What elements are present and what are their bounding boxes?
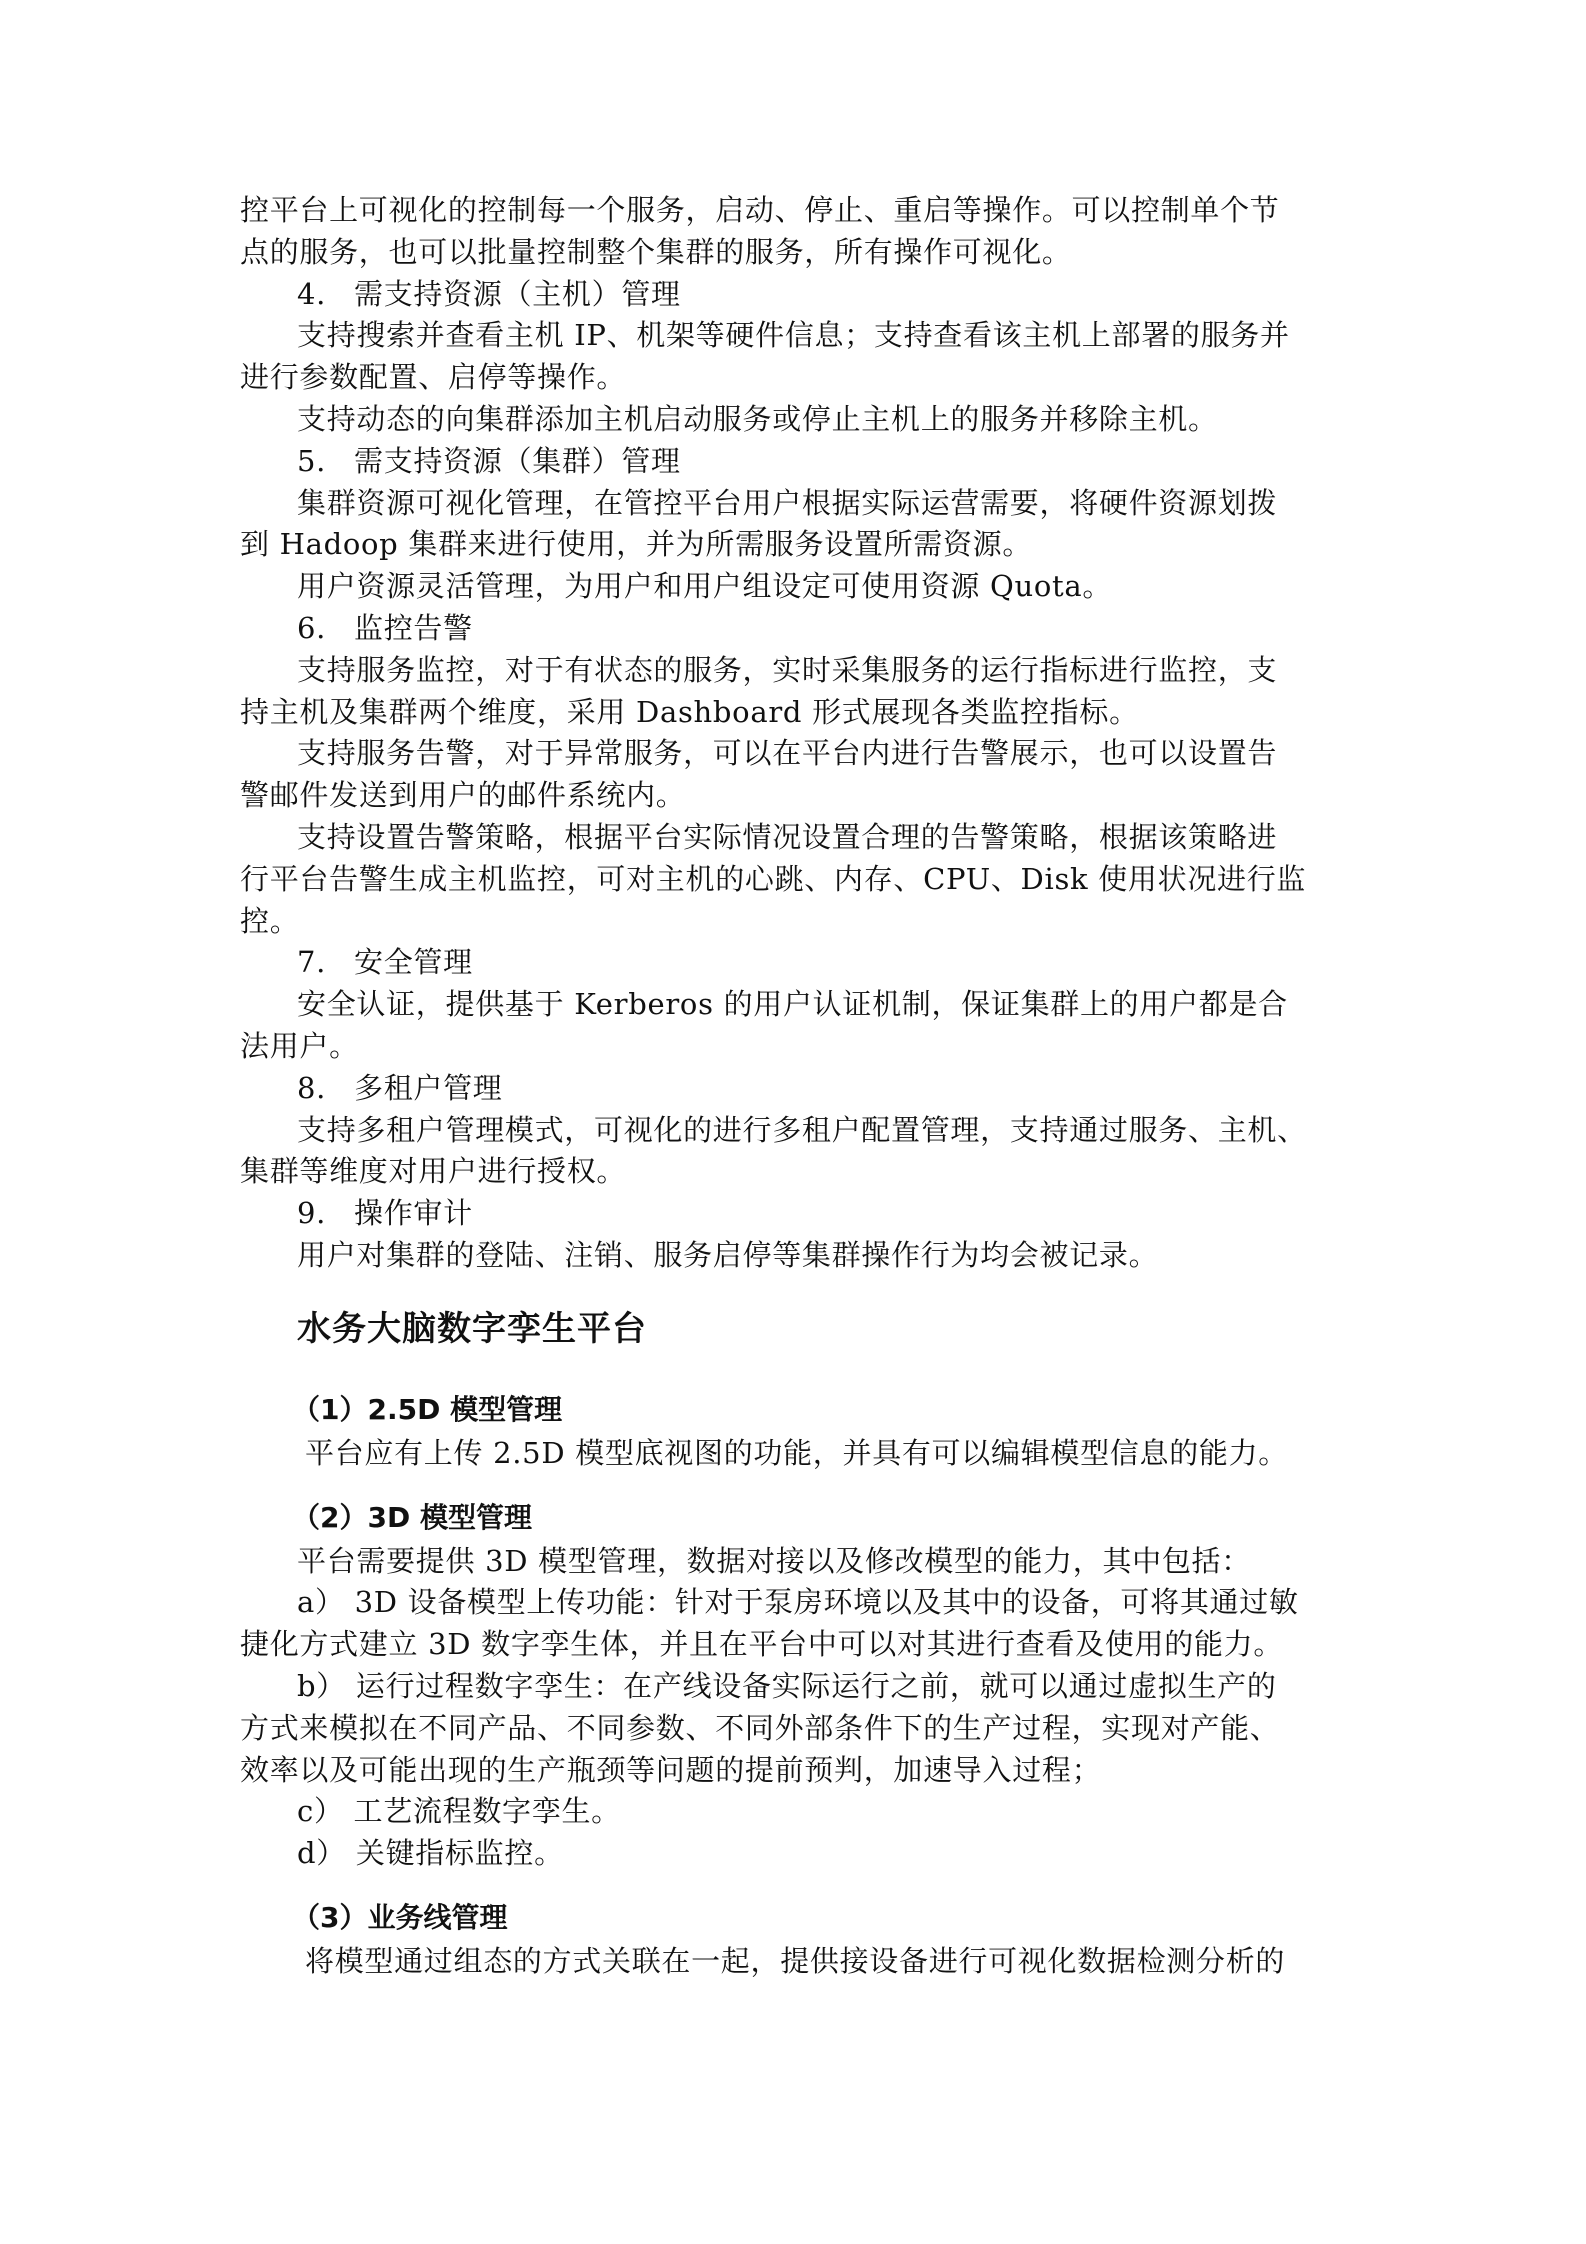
list-title: 监控告警 [354,610,473,645]
section-heading: 水务大脑数字孪生平台 [297,1308,647,1349]
subsection-heading: （1）2.5D 模型管理 [292,1392,563,1426]
list-item-heading [240,942,1355,984]
list-item-line: b） 运行过程数字孪生：在产线设备实际运行之前，就可以通过虚拟生产的 [297,1668,1277,1703]
paragraph-line: 平台应有上传 2.5D 模型底视图的功能，并具有可以编辑模型信息的能力。 [305,1435,1289,1470]
list-number: 6. [297,610,327,645]
paragraph-line: 控平台上可视化的控制每一个服务，启动、停止、重启等操作。可以控制单个节 [240,193,1280,227]
list-item-heading [240,274,1355,316]
paragraph-line: 集群资源可视化管理，在管控平台用户根据实际运营需要，将硬件资源划拨 [297,485,1278,520]
paragraph-line: 法用户。 [240,1028,359,1063]
list-title: 操作审计 [354,1196,473,1231]
paragraph-line: 捷化方式建立 3D 数字孪生体，并且在平台中可以对其进行查看及使用的能力。 [240,1627,1284,1662]
list-title: 多租户管理 [354,1070,503,1105]
subsection-heading: （2）3D 模型管理 [292,1500,532,1534]
list-item-heading [240,441,1355,483]
paragraph-line: 支持搜索并查看主机 IP、机架等硬件信息；支持查看该主机上部署的服务并 [297,318,1290,353]
paragraph-line: 方式来模拟在不同产品、不同参数、不同外部条件下的生产过程，实现对产能、 [240,1710,1280,1745]
list-item-heading [240,1193,1355,1235]
paragraph-line: 进行参数配置、启停等操作。 [240,360,627,395]
paragraph-line: 点的服务，也可以批量控制整个集群的服务，所有操作可视化。 [240,234,1072,269]
list-number: 4. [297,276,327,311]
paragraph-line: 持主机及集群两个维度，采用 Dashboard 形式展现各类监控指标。 [240,694,1139,729]
paragraph-line: 行平台告警生成主机监控，可对主机的心跳、内存、CPU、Disk 使用状况进行监 [240,861,1307,896]
paragraph-line: 集群等维度对用户进行授权。 [240,1154,627,1189]
list-title: 安全管理 [354,945,473,980]
list-title: 需支持资源（集群）管理 [354,443,681,478]
paragraph-line: 支持设置告警策略，根据平台实际情况设置合理的告警策略，根据该策略进 [297,819,1278,854]
list-item-line: a） 3D 设备模型上传功能：针对于泵房环境以及其中的设备，可将其通过敏 [297,1585,1299,1620]
paragraph-line: 用户资源灵活管理，为用户和用户组设定可使用资源 Quota。 [297,569,1113,604]
list-item-line: c） 工艺流程数字孪生。 [297,1794,621,1829]
document-body [240,190,1355,1983]
paragraph-line: 支持服务告警，对于异常服务，可以在平台内进行告警展示，也可以设置告 [297,736,1278,771]
list-title: 需支持资源（主机）管理 [354,276,681,311]
paragraph-line: 支持服务监控，对于有状态的服务，实时采集服务的运行指标进行监控，支 [297,652,1278,687]
list-number: 5. [297,443,327,478]
subsection-heading: （3）业务线管理 [292,1900,508,1934]
paragraph-line: 警邮件发送到用户的邮件系统内。 [240,778,686,813]
list-item-heading [240,1068,1355,1110]
paragraph-line: 安全认证，提供基于 Kerberos 的用户认证机制，保证集群上的用户都是合 [297,987,1288,1022]
paragraph-line: 到 Hadoop 集群来进行使用，并为所需服务设置所需资源。 [240,527,1033,562]
list-item-heading [240,608,1355,650]
paragraph-line: 平台需要提供 3D 模型管理，数据对接以及修改模型的能力，其中包括： [297,1543,1251,1578]
paragraph-line: 支持动态的向集群添加主机启动服务或停止主机上的服务并移除主机。 [297,401,1218,436]
list-number: 9. [297,1196,327,1231]
list-number: 7. [297,945,327,980]
list-item-line: d） 关键指标监控。 [297,1836,564,1871]
paragraph-line: 将模型通过组态的方式关联在一起，提供接设备进行可视化数据检测分析的 [305,1943,1286,1978]
paragraph-line: 支持多租户管理模式，可视化的进行多租户配置管理，支持通过服务、主机、 [297,1112,1307,1147]
paragraph-line: 用户对集群的登陆、注销、服务启停等集群操作行为均会被记录。 [297,1237,1159,1272]
paragraph-line: 效率以及可能出现的生产瓶颈等问题的提前预判，加速导入过程； [240,1752,1102,1787]
list-number: 8. [297,1070,327,1105]
paragraph-line: 控。 [240,903,300,938]
